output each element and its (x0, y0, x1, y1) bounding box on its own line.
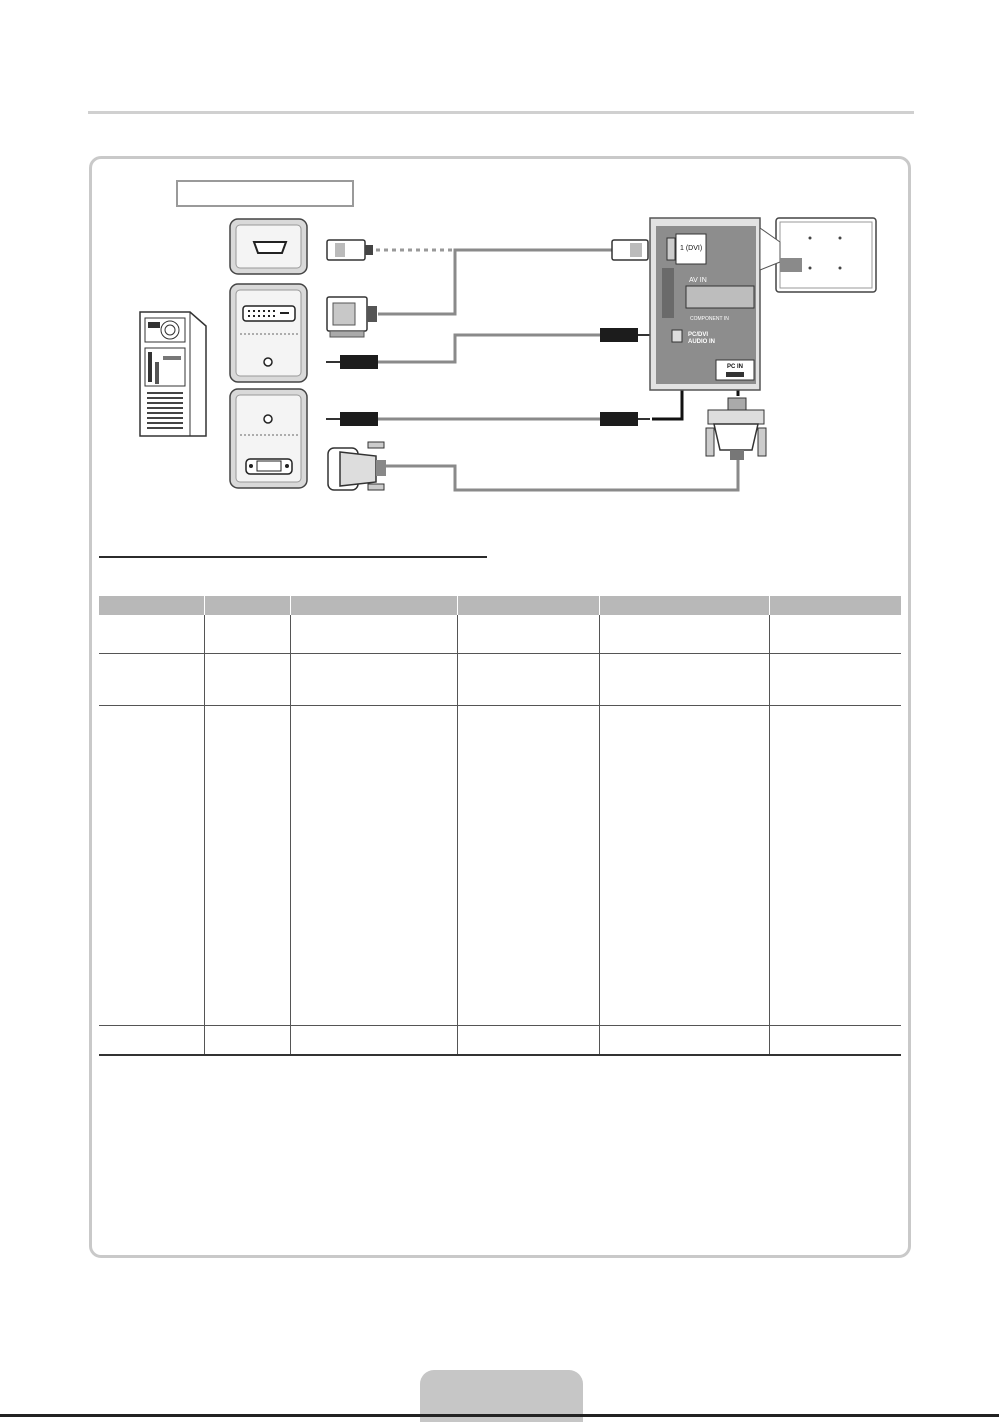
column-header (99, 596, 204, 615)
table-cell (769, 705, 901, 1025)
display-modes-table (99, 596, 901, 1056)
audio-plug-pc (326, 412, 378, 426)
tv-label-audio-in: AUDIO IN (688, 339, 715, 345)
tv-label-pc-dvi: PC/DVI (688, 332, 709, 338)
column-header (204, 596, 290, 615)
table-cell (290, 705, 457, 1025)
pc-tower-illustration (140, 312, 206, 436)
column-header (599, 596, 769, 615)
hdmi-port-box (230, 219, 307, 274)
table-cell (204, 1025, 290, 1055)
table-cell (204, 615, 290, 653)
tv-label-hdmi-dvi: 1 (DVI) (680, 245, 703, 252)
table-row (99, 705, 901, 1025)
table-cell (204, 705, 290, 1025)
audio-plug-tv-bottom (600, 412, 650, 426)
table-cell (457, 615, 599, 653)
tv-back-view (760, 218, 876, 292)
table-cell (290, 615, 457, 653)
table-cell (599, 653, 769, 705)
table-cell (457, 1025, 599, 1055)
column-header (290, 596, 457, 615)
table-cell (99, 1025, 204, 1055)
table-cell (290, 653, 457, 705)
dsub-plug-tv (706, 398, 766, 460)
table-cell (769, 615, 901, 653)
table-cell (99, 705, 204, 1025)
table-cell (769, 653, 901, 705)
dvi-plug (327, 297, 377, 337)
table-cell (99, 615, 204, 653)
column-header (457, 596, 599, 615)
column-header (769, 596, 901, 615)
tv-rear-panel (650, 218, 760, 390)
table-header-row (99, 596, 901, 615)
table-cell (457, 705, 599, 1025)
dvi-audio-port-box (230, 284, 307, 382)
tv-label-pc-in: PC IN (727, 364, 744, 370)
table-cell (457, 653, 599, 705)
dsub-plug-pc (328, 442, 386, 490)
audio-plug-tv-top (600, 328, 650, 342)
table-row (99, 615, 901, 653)
display-modes-table-wrap (99, 596, 901, 1056)
tv-label-av-in: AV IN (689, 277, 707, 284)
table-cell (769, 1025, 901, 1055)
table-cell (599, 1025, 769, 1055)
table-cell (99, 653, 204, 705)
dsub-audio-port-box (230, 389, 307, 488)
audio-plug-dvi (326, 355, 378, 369)
table-cell (204, 653, 290, 705)
pc-connection-diagram (0, 0, 999, 540)
table-row (99, 653, 901, 705)
tv-label-component-in: COMPONENT IN (690, 316, 729, 322)
hdmi-cable-plug-pc (327, 240, 373, 260)
hdmi-cable-plug-tv (612, 240, 648, 260)
table-cell (290, 1025, 457, 1055)
table-row (99, 1025, 901, 1055)
table-cell (599, 705, 769, 1025)
section-underline (99, 556, 487, 558)
table-cell (599, 615, 769, 653)
